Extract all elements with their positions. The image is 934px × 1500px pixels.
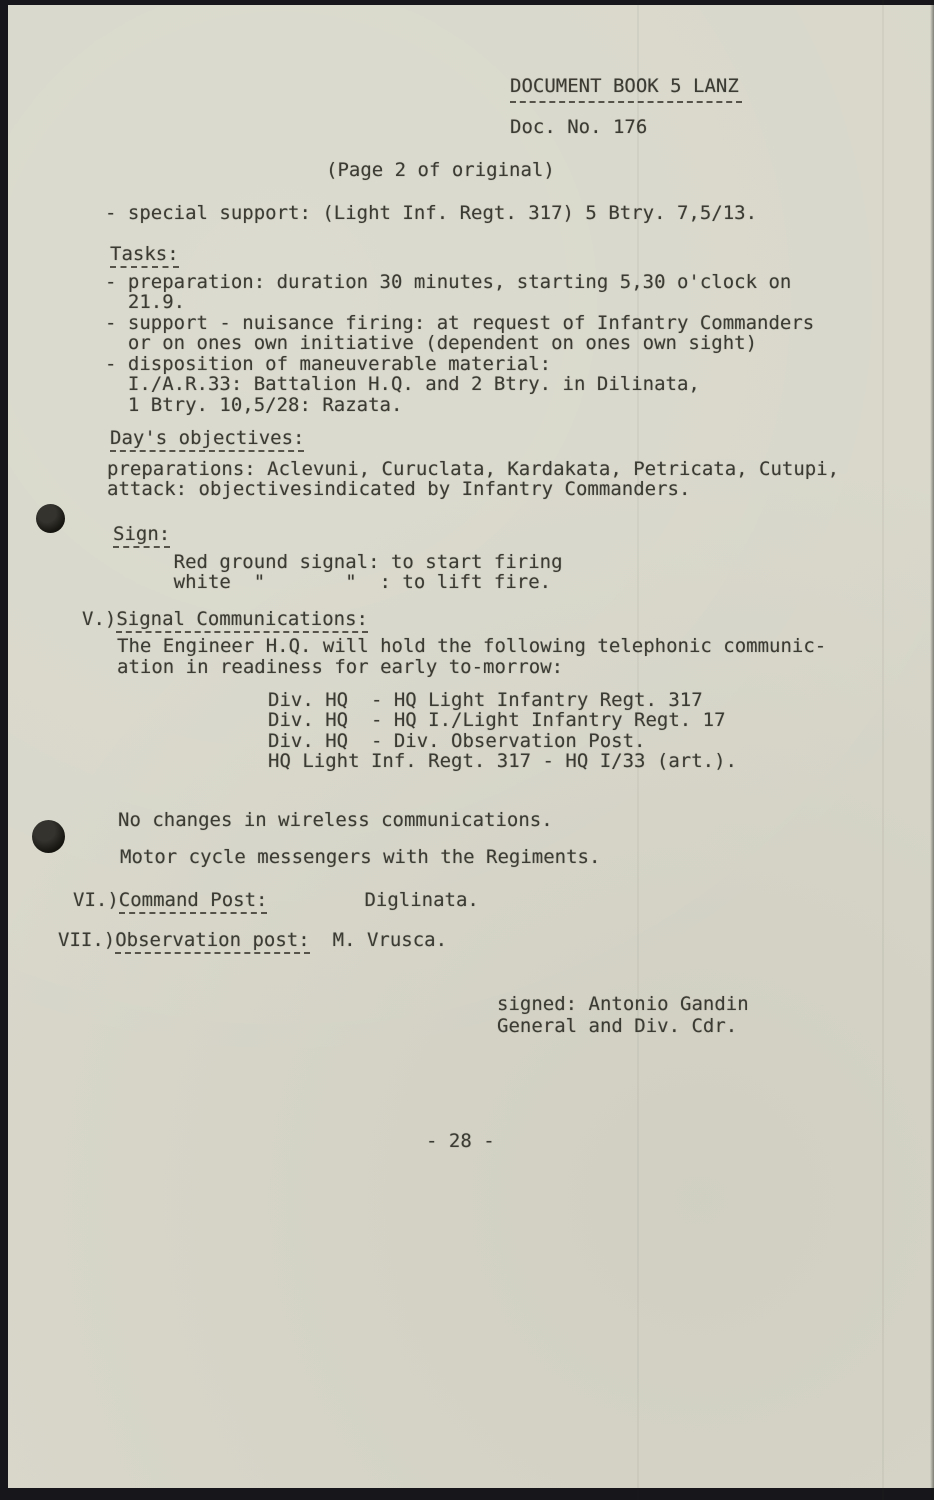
- page-note: (Page 2 of original): [326, 159, 555, 181]
- paragraph-line: ation in readiness for early to-morrow:: [117, 655, 564, 678]
- connection-line: Div. HQ - HQ I./Light Infantry Regt. 17: [268, 709, 726, 732]
- connection-line: Div. HQ - HQ Light Infantry Regt. 317: [268, 689, 703, 711]
- signal-comms-heading: Signal Communications:: [116, 608, 368, 633]
- sign-line: white " " : to lift fire.: [105, 571, 552, 593]
- sign-line: Red ground signal: to start firing: [105, 550, 563, 573]
- tasks-line: 21.9.: [105, 291, 186, 313]
- sign-section: [105, 524, 563, 593]
- scan-edge-top: [0, 0, 934, 5]
- special-support-line: - special support: (Light Inf. Regt. 317) 5 Btry. 7,5/13.: [105, 202, 758, 224]
- days-objectives-section: [107, 428, 839, 500]
- paragraph-line: The Engineer H.Q. will hold the following telephonic communic-: [117, 635, 827, 657]
- observation-post-value: M. Vrusca.: [332, 929, 448, 951]
- tasks-line: 1 Btry. 10,5/28: Razata.: [105, 393, 403, 416]
- hole-punch-mark: [32, 820, 65, 853]
- objectives-line: preparations: Aclevuni, Curuclata, Kardakata, Petricata, Cutupi,: [107, 457, 840, 480]
- tasks-line: - disposition of maneuverable material:: [105, 352, 552, 375]
- telephone-connections-list: [268, 690, 737, 772]
- tasks-line: I./A.R.33: Battalion H.Q. and 2 Btry. in Dilinata,: [105, 373, 700, 395]
- title-underline: [510, 101, 742, 103]
- connection-line: Div. HQ - Div. Observation Post.: [268, 729, 646, 752]
- section-numeral: VI.): [73, 889, 119, 911]
- signal-comms-paragraph: [117, 636, 826, 677]
- observation-post-heading: Observation post:: [115, 929, 309, 954]
- messengers-note: Motor cycle messengers with the Regiments.: [120, 846, 601, 868]
- observation-post-line: [58, 929, 447, 954]
- paper-crease-line: [882, 0, 884, 1500]
- section-numeral: VII.): [58, 929, 116, 951]
- scan-edge-right: [930, 0, 934, 1500]
- command-post-heading: Command Post:: [119, 889, 268, 914]
- command-post-value: Diglinata.: [364, 889, 479, 911]
- scan-edge-bottom: [0, 1488, 934, 1500]
- tasks-heading: Tasks:: [110, 244, 179, 268]
- scan-edge-left: [0, 0, 8, 1500]
- objectives-line: attack: objectivesindicated by Infantry Commanders.: [107, 478, 691, 500]
- sign-heading: Sign:: [113, 524, 170, 548]
- book-title: DOCUMENT BOOK 5 LANZ: [510, 75, 739, 97]
- doc-number: Doc. No. 176: [510, 115, 648, 138]
- command-post-line: [73, 889, 479, 914]
- tasks-line: - preparation: duration 30 minutes, starting 5,30 o'clock on: [105, 270, 792, 293]
- signature-line: General and Div. Cdr.: [497, 1015, 738, 1037]
- signal-comms-heading-line: [82, 608, 368, 633]
- wireless-note: No changes in wireless communications.: [118, 809, 553, 831]
- hole-punch-mark: [36, 504, 65, 533]
- signature-block: [497, 993, 749, 1037]
- section-numeral: V.): [82, 608, 117, 630]
- page-number: - 28 -: [426, 1130, 495, 1152]
- tasks-section: [105, 244, 814, 415]
- tasks-line: - support - nuisance firing: at request of Infantry Commanders: [105, 311, 815, 334]
- days-objectives-heading: Day's objectives:: [110, 428, 304, 452]
- signature-line: signed: Antonio Gandin: [497, 993, 749, 1015]
- document-header: [510, 76, 742, 137]
- tasks-line: or on ones own initiative (dependent on ones own sight): [105, 332, 758, 354]
- connection-line: HQ Light Inf. Regt. 317 - HQ I/33 (art.).: [268, 750, 737, 773]
